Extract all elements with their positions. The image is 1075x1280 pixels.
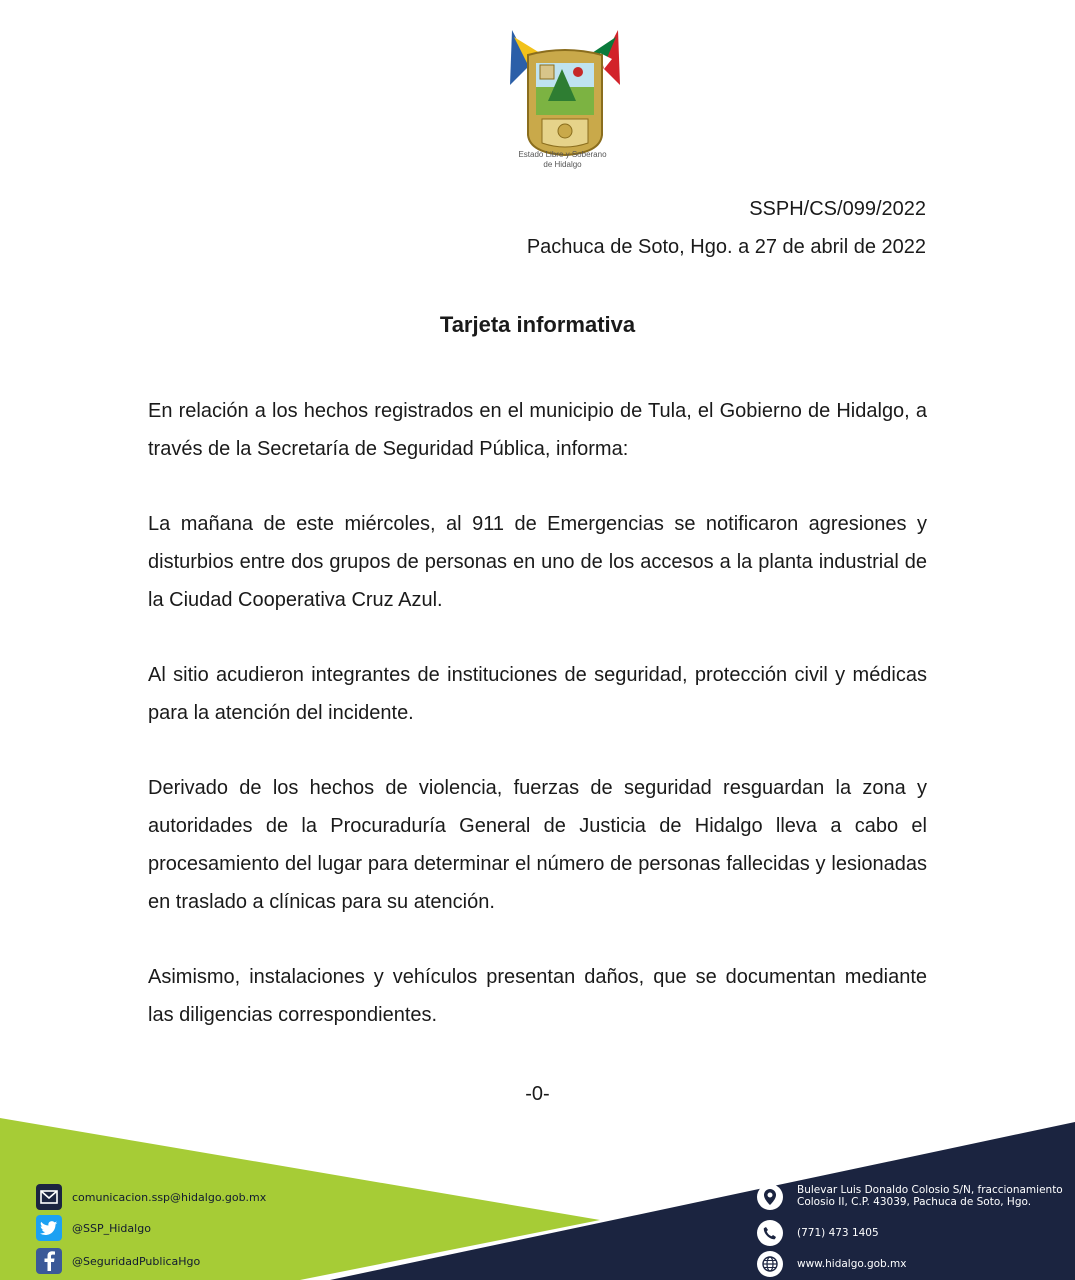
paragraph-1: En relación a los hechos registrados en el municipio de Tula, el Gobierno de Hidalgo, a través de la Secretaría de Seguridad Pública, informa: <box>148 400 927 460</box>
footer-facebook-text: @SeguridadPublicaHgo <box>72 1254 201 1268</box>
footer-email-text: comunicacion.ssp@hidalgo.gob.mx <box>72 1190 267 1204</box>
crest-caption-line-2: de Hidalgo <box>543 160 582 169</box>
footer-website-text: www.hidalgo.gob.mx <box>797 1258 907 1270</box>
address-line-1: Bulevar Luis Donaldo Colosio S/N, fraccionamiento <box>797 1184 1063 1196</box>
twitter-icon <box>36 1215 62 1241</box>
footer-website[interactable] <box>757 1251 907 1277</box>
footer-phone-text: (771) 473 1405 <box>797 1227 879 1239</box>
footer-phone[interactable] <box>757 1220 879 1246</box>
paragraph-5: Asimismo, instalaciones y vehículos presentan daños, que se documentan mediante las diligencias correspondientes. <box>148 966 927 1026</box>
location-pin-icon <box>757 1184 783 1210</box>
end-mark: -0- <box>525 1083 550 1105</box>
crest-caption <box>490 150 635 170</box>
footer-twitter[interactable] <box>36 1215 151 1241</box>
paragraph-4: Derivado de los hechos de violencia, fuerzas de seguridad resguardan la zona y autoridades de la Procuraduría General de Justicia de Hidalgo lleva a cabo el procesamiento del lugar para determinar el número de personas fallecidas y lesionadas en traslado a clínicas para su atención. <box>148 777 927 913</box>
page-title: Tarjeta informativa <box>439 312 636 337</box>
footer-twitter-text: @SSP_Hidalgo <box>72 1221 151 1235</box>
globe-icon <box>757 1251 783 1277</box>
paragraph-2: La mañana de este miércoles, al 911 de Emergencias se notificaron agresiones y disturbios entre dos grupos de personas en uno de los accesos a la planta industrial de la Ciudad Cooperativa Cruz Azul. <box>148 513 927 611</box>
mail-icon <box>36 1184 62 1210</box>
paragraph-3: Al sitio acudieron integrantes de instituciones de seguridad, protección civil y médicas para la atención del incidente. <box>148 664 927 724</box>
footer-facebook[interactable] <box>36 1248 200 1274</box>
facebook-icon <box>36 1248 62 1274</box>
footer-address <box>757 1184 1063 1210</box>
footer-email[interactable] <box>36 1184 266 1210</box>
reference-number: SSPH/CS/099/2022 <box>749 198 926 220</box>
footer-address-text <box>797 1184 1063 1208</box>
address-line-2: Colosio II, C.P. 43039, Pachuca de Soto, Hgo. <box>797 1196 1032 1208</box>
document-body <box>148 392 927 1071</box>
phone-icon <box>757 1220 783 1246</box>
crest-caption-line-1: Estado Libre y Soberano <box>518 150 607 159</box>
place-date: Pachuca de Soto, Hgo. a 27 de abril de 2022 <box>526 236 926 258</box>
